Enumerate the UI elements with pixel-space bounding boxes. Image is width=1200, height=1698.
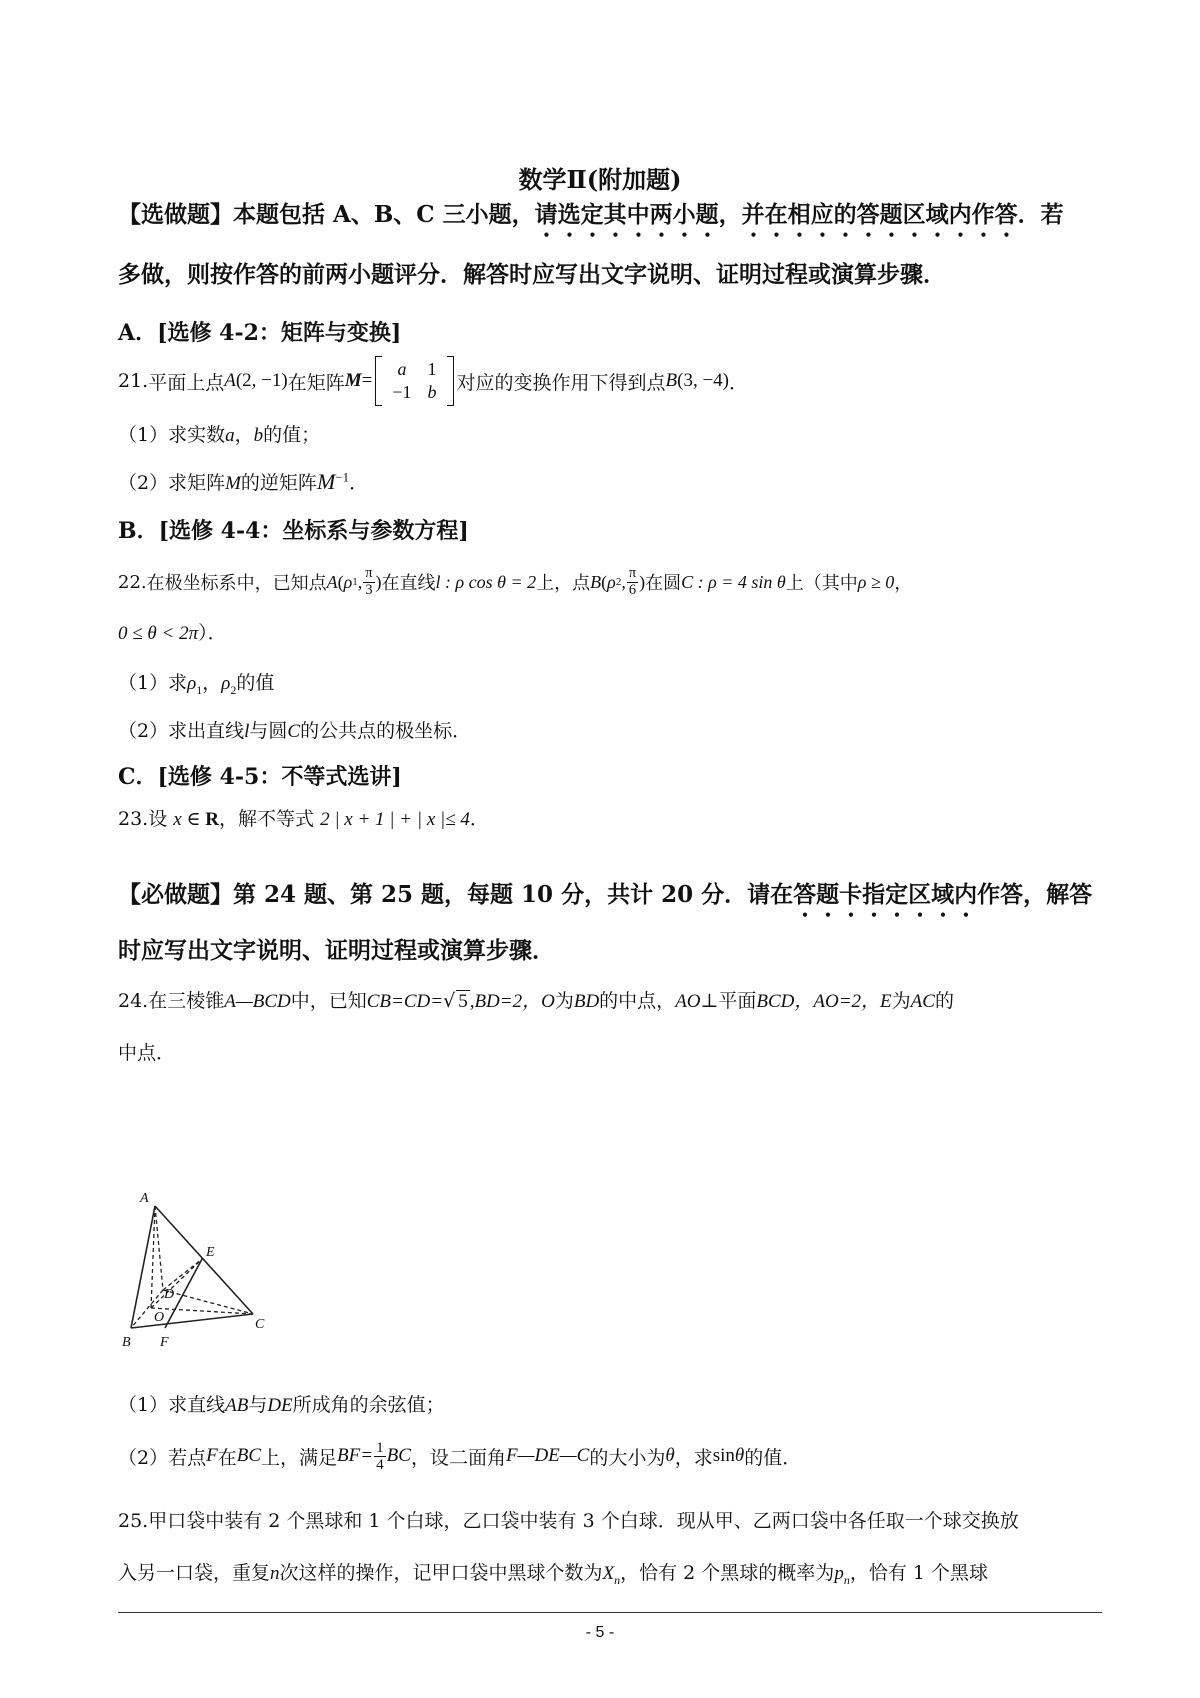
segment-de	[163, 1259, 202, 1290]
edge-ad	[155, 1206, 163, 1290]
question-text: ，	[894, 573, 913, 594]
question-text: 为	[891, 990, 911, 1012]
label-o: O	[154, 1310, 165, 1325]
variable: ρ	[187, 673, 197, 694]
question-number: 25.	[118, 1510, 149, 1532]
question-24-part-1	[118, 1390, 1098, 1417]
question-text: ，恰有 2 个黑球的概率为	[620, 1562, 835, 1584]
equals-sign: =	[361, 370, 373, 391]
variable: θ	[665, 1445, 675, 1466]
numerator: π	[628, 565, 637, 582]
label-a: A	[140, 1191, 149, 1206]
sqrt-sign: √	[443, 990, 456, 1012]
point-label: B	[590, 571, 602, 592]
variable: M	[225, 473, 241, 494]
question-22-part-2	[118, 716, 1098, 743]
point-label: A	[326, 571, 338, 592]
required-intro-line2: 时应写出文字说明、证明过程或演算步骤．	[118, 937, 555, 964]
question-text: 在矩阵	[287, 371, 345, 394]
label-e: E	[206, 1245, 215, 1260]
part-text: ，	[234, 424, 254, 446]
edge-dc	[163, 1290, 253, 1314]
part-text: （1）求	[118, 672, 188, 694]
question-text: 的	[934, 990, 954, 1012]
variable: ρ	[343, 571, 353, 592]
intro-text: 作答，解答	[977, 881, 1093, 908]
label-d: D	[164, 1287, 175, 1302]
expression: CB=CD=	[366, 991, 444, 1012]
question-number: 23.	[118, 808, 149, 830]
question-21	[118, 356, 1098, 406]
question-23	[118, 804, 1098, 831]
variable: C	[287, 721, 301, 742]
page-number: - 5 -	[585, 1624, 615, 1641]
intro-text: ．若	[1017, 201, 1064, 228]
section-a-title: A．[选修 4-2：矩阵与变换]	[118, 320, 402, 346]
numerator: 1	[376, 1438, 384, 1456]
part-text: 的大小为	[589, 1446, 666, 1469]
point-label: A	[224, 370, 236, 391]
question-25-line2	[118, 1558, 1098, 1588]
question-text: 在三棱锥	[148, 990, 225, 1012]
section-c-title: C．[选修 4-5：不等式选讲]	[118, 764, 402, 790]
radicand: 5	[458, 991, 468, 1012]
part-text: 的公共点的极坐标．	[300, 720, 472, 742]
question-text: 的中点，	[599, 990, 676, 1012]
question-24-part-2	[118, 1428, 1098, 1484]
question-text: 中，已知	[290, 990, 367, 1012]
segment-oc	[151, 1308, 253, 1314]
tetrahedron-diagram	[118, 1188, 288, 1358]
required-intro-line1	[118, 876, 1098, 922]
question-text: 在极坐标系中，已知点	[146, 573, 327, 594]
question-text: 平面上点	[148, 371, 225, 394]
question-21-part-2	[118, 468, 1098, 495]
subscript: n	[614, 1572, 621, 1587]
question-text: 在圆	[645, 573, 682, 594]
circle-equation: C : ρ = 4 sin θ	[681, 571, 786, 592]
variable: X	[602, 1563, 615, 1584]
question-text: ⊥平面	[700, 990, 757, 1012]
intro-text: 第 24 题、第 25 题，每题 10 分，共计 20 分．请在	[233, 881, 794, 908]
question-text: 上（其中	[785, 573, 858, 594]
superscript: −1	[335, 469, 350, 485]
question-number: 21.	[118, 370, 149, 392]
part-text: （2）若点	[118, 1446, 207, 1469]
denominator: 4	[376, 1455, 384, 1473]
intro-text: 本题包括 A、B、C 三小题，	[233, 201, 535, 228]
question-text: ，解不等式	[219, 808, 315, 830]
expression: ，AO=2，	[794, 991, 881, 1012]
point-label: O	[541, 991, 555, 1012]
intro-text: ，	[718, 201, 742, 228]
segment: AO	[675, 991, 701, 1012]
part-text: 的值	[236, 672, 275, 694]
dihedral-angle: F—DE—C	[505, 1445, 590, 1466]
function-name: sin	[712, 1445, 735, 1466]
question-text: 上，点	[536, 573, 591, 594]
matrix-entry: −1	[392, 382, 412, 402]
question-number: 22.	[118, 571, 147, 593]
elective-intro-line1	[118, 196, 1098, 242]
subscript: 2	[230, 682, 237, 697]
variable: x ∈	[173, 809, 206, 830]
question-25	[118, 1506, 1098, 1533]
question-text: ）．	[198, 622, 227, 644]
part-text: 的值．	[744, 1446, 802, 1469]
part-text: 所成角的余弦值；	[292, 1394, 445, 1416]
denominator: 6	[628, 581, 637, 598]
footer-divider	[118, 1612, 1102, 1613]
question-text: 甲口袋中装有 2 个黑球和 1 个白球，乙口袋中装有 3 个白球．现从甲、乙两口袋中各任取一个球交换放	[148, 1510, 1019, 1532]
variable: M	[316, 469, 336, 494]
part-text: 上，满足	[261, 1446, 338, 1469]
set-symbol: R	[205, 809, 220, 830]
segment: BC	[236, 1445, 261, 1466]
part-text: ，	[202, 672, 222, 694]
page-title: 数学Ⅱ(附加题)	[518, 165, 682, 194]
variable: p	[834, 1563, 844, 1584]
part-text: 在	[217, 1446, 237, 1469]
question-text: 设	[148, 808, 168, 830]
coordinate: (3, −4)	[677, 370, 730, 391]
numerator: π	[365, 565, 373, 582]
intro-emphasis: 答题卡指定区域内	[793, 881, 978, 908]
question-22-line2	[118, 618, 1098, 645]
elective-intro-line2: 多做，则按作答的前两小题评分．解答时应写出文字说明、证明过程或演算步骤．	[118, 261, 946, 288]
intro-emphasis: 请选定其中两小题	[534, 201, 719, 228]
question-21-part-1	[118, 420, 1098, 447]
question-text: ．	[469, 808, 489, 830]
condition: 0 ≤ θ < 2π	[118, 623, 199, 644]
expression: ,BD=2，	[469, 991, 542, 1012]
label-f: F	[160, 1335, 169, 1350]
part-text: 与	[248, 1394, 268, 1416]
coordinate: (2, −1)	[235, 370, 288, 391]
subscript: n	[843, 1572, 850, 1587]
part-text: ．	[349, 472, 369, 494]
part-text: 的值；	[263, 424, 321, 446]
part-text: （1）求直线	[118, 1394, 226, 1416]
segment: DE	[267, 1395, 293, 1416]
condition: ρ ≥ 0	[857, 571, 895, 592]
fraction-pi-over-3	[363, 566, 374, 597]
subscript: 1	[196, 682, 203, 697]
variable: ρ	[607, 571, 616, 592]
segment: BC	[386, 1445, 411, 1466]
variable: ρ	[221, 673, 231, 694]
inequality: 2 | x + 1 | + | x |≤ 4	[320, 809, 470, 830]
variable: l	[244, 721, 250, 742]
question-22: 22. 在极坐标系中，已知点 A ( ρ 1 , $\frac{\pi}{3}$ ) 在直线 l : ρ cos θ = 2 上，点 B ( ρ 2 , $\frac{\pi}{6}$ ) 在圆 C : ρ = 4 sin θ 上（其中 ρ ≥ 0 ，	[118, 565, 913, 598]
question-text: 对应的变换作用下得到点	[456, 371, 666, 394]
variable: n	[270, 1563, 280, 1584]
matrix-entry: b	[427, 382, 437, 402]
question-text: 为	[554, 990, 574, 1012]
question-text: ．	[729, 371, 749, 394]
edge-bc	[131, 1314, 253, 1328]
subscript: 1	[352, 576, 358, 588]
matrix-entry: a	[397, 359, 407, 379]
segment: AB	[225, 1395, 249, 1416]
fraction-one-quarter	[374, 1440, 386, 1473]
edge-ab	[131, 1206, 155, 1328]
question-24	[118, 986, 1098, 1013]
part-text: ，设二面角	[410, 1446, 506, 1469]
part-text: ，求	[674, 1446, 713, 1469]
question-text: 次这样的操作，记甲口袋中黑球个数为	[279, 1562, 603, 1584]
part-text: 的逆矩阵	[240, 472, 317, 494]
question-number: 24.	[118, 990, 149, 1012]
line-equation: l : ρ cos θ = 2	[435, 571, 537, 592]
elective-label: 【选做题】	[118, 201, 233, 228]
part-text: （1）求实数	[118, 424, 226, 446]
matrix-entry: 1	[427, 359, 437, 379]
point-label: E	[880, 991, 892, 1012]
segment: AC	[910, 991, 935, 1012]
segment: BD	[573, 991, 600, 1012]
subscript: 2	[615, 576, 622, 588]
part-text: （2）求矩阵	[118, 472, 226, 494]
part-text: 与圆	[249, 720, 288, 742]
denominator: 3	[365, 581, 373, 598]
solid-name: A—BCD	[224, 991, 291, 1012]
question-text: 入另一口袋，重复	[118, 1562, 271, 1584]
fraction-pi-over-6	[627, 566, 638, 597]
label-b: B	[122, 1335, 131, 1350]
question-text: ，恰有 1 个黑球	[849, 1562, 988, 1584]
intro-emphasis: 并在相应的答题区域内作答	[741, 201, 1018, 228]
point-label: F	[206, 1445, 218, 1466]
expression: BF=	[337, 1445, 374, 1466]
variable: b	[253, 425, 264, 446]
question-text: 在直线	[381, 573, 436, 594]
required-label: 【必做题】	[118, 881, 233, 908]
matrix-name: M	[344, 370, 362, 391]
point-label: B	[665, 370, 678, 391]
part-text: （2）求出直线	[118, 720, 245, 742]
plane: BCD	[756, 991, 795, 1012]
segment-oe	[151, 1259, 202, 1308]
question-24-line2: 中点．	[118, 1042, 176, 1064]
variable: θ	[734, 1445, 745, 1466]
section-b-title: B．[选修 4-4：坐标系与参数方程]	[118, 518, 469, 544]
matrix-m	[375, 356, 453, 406]
label-c: C	[255, 1317, 265, 1332]
question-22-part-1	[118, 668, 1098, 698]
variable: a	[225, 425, 235, 446]
